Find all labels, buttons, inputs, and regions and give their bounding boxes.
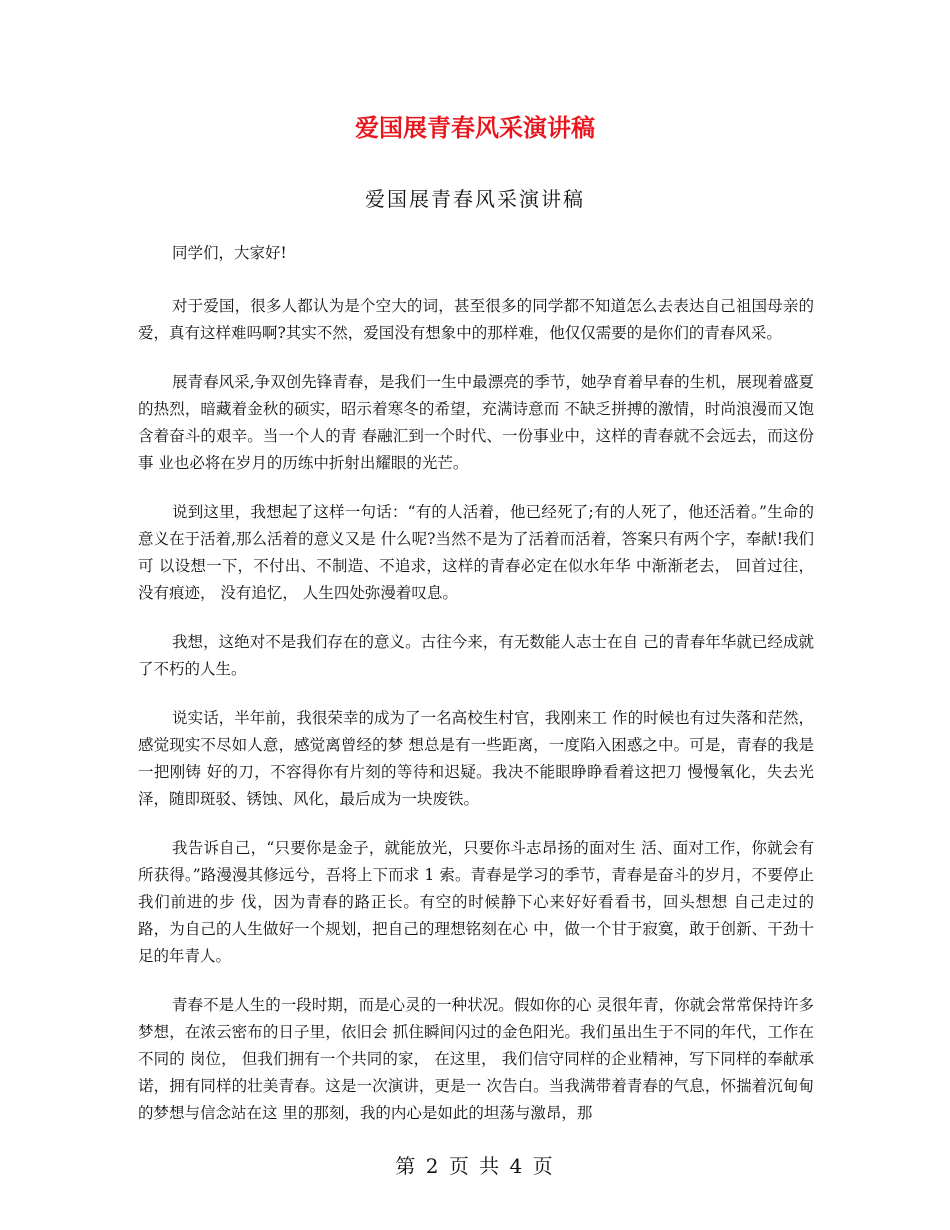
body-paragraph: 说到这里，我想起了这样一句话：“有的人活着，他已经死了;有的人死了，他还活着。”生命的意义在于活着,那么活着的意义又是 什么呢?当然不是为了活着而活着，答案只有两个字，奉献!我们可 以设想一下，不付出、不制造、不追求，这样的青春必定在似水年华 中渐渐老去， 回首过往， 没有痕迹， 没有追忆， 人生四处弥漫着叹息。: [138, 503, 814, 602]
page-number-footer: 第 2 页 共 4 页: [395, 1154, 555, 1178]
document-subtitle: 爱国展青春风采演讲稿: [365, 187, 585, 211]
body-paragraph: 展青春风采,争双创先锋青春，是我们一生中最漂亮的季节，她孕育着早春的生机，展现着盛夏的热烈，暗藏着金秋的硕实，昭示着寒冬的希望，充满诗意而 不缺乏拼搏的激情，时尚浪漫而又饱含着奋斗的艰辛。当一个人的青 春融汇到一个时代、一份事业中，这样的青春就不会远去，而这份事 业也必将在岁月的历练中折射出耀眼的光芒。: [138, 373, 814, 472]
body-paragraph: 我想，这绝对不是我们存在的意义。古往今来，有无数能人志士在自 己的青春年华就已经成就了不朽的人生。: [138, 633, 814, 678]
body-paragraph: 说实话，半年前，我很荣幸的成为了一名高校生村官，我刚来工 作的时候也有过失落和茫然，感觉现实不尽如人意，感觉离曾经的梦 想总是有一些距离，一度陷入困惑之中。可是，青春的我是一把刚铸 好的刀，不容得你有片刻的等待和迟疑。我决不能眼睁睁看着这把刀 慢慢氧化，失去光泽，随即斑驳、锈蚀、风化，最后成为一块废铁。: [138, 709, 814, 808]
greeting-paragraph: 同学们，大家好!: [172, 244, 287, 262]
body-paragraph: 对于爱国，很多人都认为是个空大的词，甚至很多的同学都不知道怎么去表达自己祖国母亲的爱，真有这样难吗啊?其实不然，爱国没有想象中的那样难，他仅仅需要的是你们的青春风采。: [138, 297, 814, 342]
document-body: [138, 240, 814, 1149]
body-paragraph: 青春不是人生的一段时期，而是心灵的一种状况。假如你的心 灵很年青，你就会常常保持许多梦想，在浓云密布的日子里，依旧会 抓住瞬间闪过的金色阳光。我们虽出生于不同的年代，工作在不同的 岗位， 但我们拥有一个共同的家， 在这里， 我们信守同样的企业精神，写下同样的奉献承诺，拥有同样的壮美青春。这是一次演讲，更是一 次告白。当我满带着青春的气息，怀揣着沉甸甸的梦想与信念站在这 里的那刻，我的内心是如此的坦荡与激昂，那: [138, 996, 814, 1122]
body-paragraph: 我告诉自己，“只要你是金子，就能放光，只要你斗志昂扬的面对生 活、面对工作，你就会有所获得。”路漫漫其修远兮，吾将上下而求 1 索。青春是学习的季节，青春是奋斗的岁月，不要停止我们前进的步 伐，因为青春的路正长。有空的时候静下心来好好看看书，回头想想 自己走过的路，为自己的人生做好一个规划，把自己的理想铭刻在心 中，做一个甘于寂寞，敢于创新、干劲十足的年青人。: [138, 839, 814, 965]
document-title: 爱国展青春风采演讲稿: [355, 114, 595, 142]
